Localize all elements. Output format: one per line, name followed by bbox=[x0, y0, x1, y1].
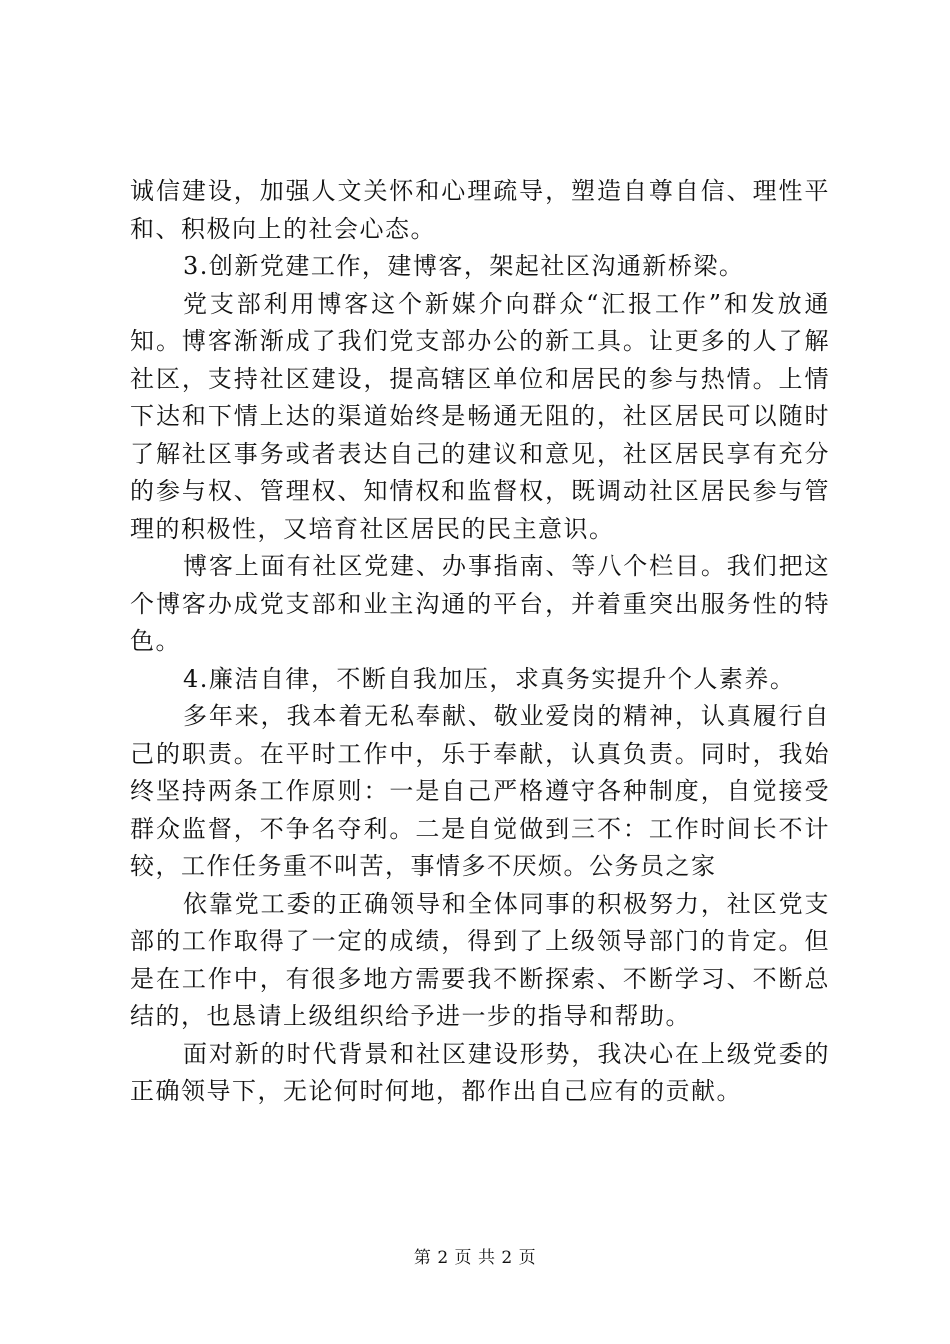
page-footer: 第 2 页 共 2 页 bbox=[413, 1248, 537, 1268]
document-body bbox=[130, 173, 830, 1111]
paragraph-1: 诚信建设，加强人文关怀和心理疏导，塑造自尊自信、理性平和、积极向上的社会心态。 bbox=[130, 177, 830, 243]
paragraph-4: 博客上面有社区党建、办事指南、等八个栏目。我们把这个博客办成党支部和业主沟通的平台，并着重突出服务性的特色。 bbox=[130, 552, 830, 655]
paragraph-5-heading: 4.廉洁自律，不断自我加压，求真务实提升个人素养。 bbox=[183, 664, 796, 693]
paragraph-7: 依靠党工委的正确领导和全体同事的积极努力，社区党支部的工作取得了一定的成绩，得到了上级领导部门的肯定。但是在工作中，有很多地方需要我不断探索、不断学习、不断总结的，也恳请上级组织给予进一步的指导和帮助。 bbox=[130, 889, 830, 1030]
paragraph-3: 党支部利用博客这个新媒介向群众“汇报工作”和发放通知。博客渐渐成了我们党支部办公的新工具。让更多的人了解社区，支持社区建设，提高辖区单位和居民的参与热情。上情下达和下情上达的渠道始终是畅通无阻的，社区居民可以随时了解社区事务或者表达自己的建议和意见，社区居民享有充分的参与权、管理权、知情权和监督权，既调动社区居民参与管理的积极性，又培育社区居民的民主意识。 bbox=[130, 289, 830, 543]
paragraph-8: 面对新的时代背景和社区建设形势，我决心在上级党委的正确领导下，无论何时何地，都作出自己应有的贡献。 bbox=[130, 1039, 830, 1105]
paragraph-6: 多年来，我本着无私奉献、敬业爱岗的精神，认真履行自己的职责。在平时工作中，乐于奉献，认真负责。同时，我始终坚持两条工作原则：一是自己严格遵守各种制度，自觉接受群众监督，不争名夺利。二是自觉做到三不：工作时间长不计较，工作任务重不叫苦，事情多不厌烦。公务员之家 bbox=[130, 702, 830, 880]
paragraph-2-heading: 3.创新党建工作，建博客，架起社区沟通新桥梁。 bbox=[183, 252, 745, 280]
